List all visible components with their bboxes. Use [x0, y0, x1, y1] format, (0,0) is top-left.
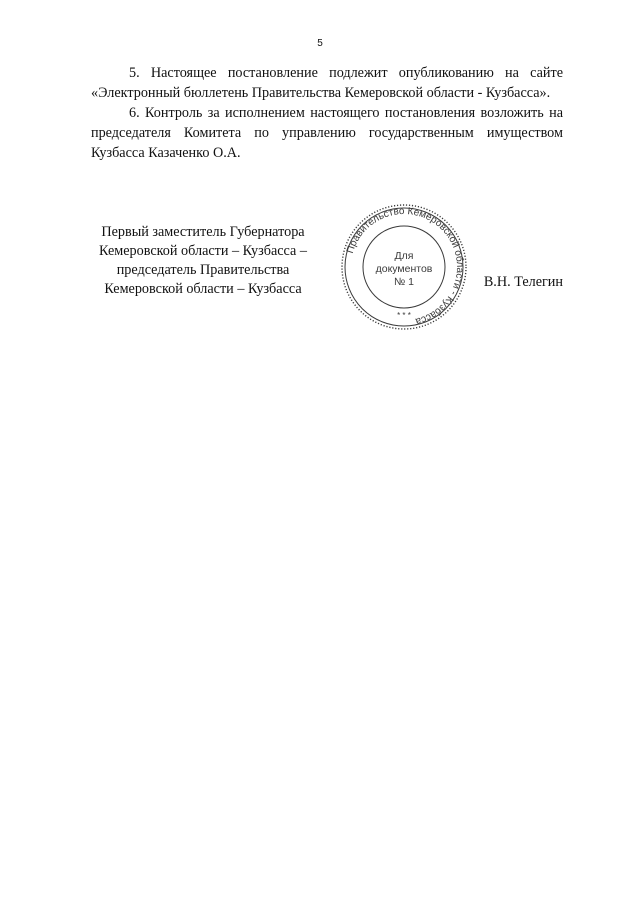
official-seal [340, 203, 468, 331]
paragraph-publication: 5. Настоящее постановление подлежит опубликованию на сайте «Электронный бюллетень Правительства Кемеровской области - Кузбасса». [91, 65, 563, 101]
seal-center-line: документов [375, 263, 433, 275]
signer-title-line: Кемеровской области – Кузбасса [104, 281, 302, 297]
document-body [91, 63, 563, 163]
seal-ring-text: Правительство Кемеровской области - Кузбасса [344, 205, 466, 327]
page-number: 5 [317, 38, 323, 49]
signer-title-line: Кемеровской области – Кузбасса – [99, 243, 307, 259]
seal-center-line: № 1 [393, 276, 415, 288]
seal-graphic [340, 203, 468, 331]
signer-position [80, 223, 326, 299]
seal-center-line: Для [394, 250, 414, 262]
signer-title-line: Первый заместитель Губернатора [101, 224, 305, 240]
paragraph-control: 6. Контроль за исполнением настоящего постановления возложить на председателя Комитета по управлению государственным имуществом Кузбасса Казаченко О.А. [91, 105, 563, 161]
signer-name: В.Н. Телегин [483, 274, 563, 290]
seal-stars: * * * [397, 311, 411, 320]
signer-title-line: председатель Правительства [116, 262, 290, 278]
